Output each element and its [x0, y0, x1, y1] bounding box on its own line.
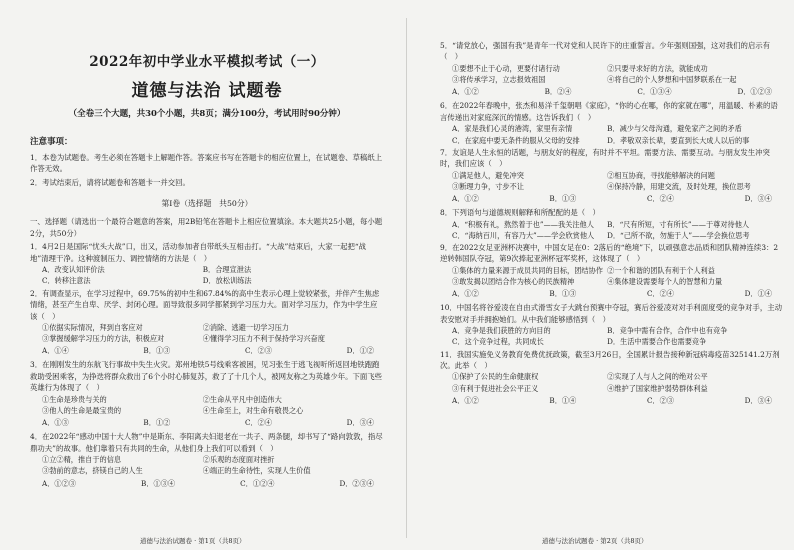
question-stem: 9．在2022女足亚洲杯决赛中，中国女足在0：2落后的“绝境”下，以顽强意志品质和团队精神连续3：2逆转韩国队夺冠，第9次捧起亚洲杯冠军奖杯，这体现了（ ） — [440, 242, 779, 264]
option-item: B．竞争中需有合作，合作中也有竞争 — [607, 326, 728, 336]
answer-choice: A．①② — [452, 87, 479, 97]
question-options — [452, 325, 782, 347]
question-stem: 10．中国名将谷爱凌在自由式滑雪女子大跳台预赛中夺冠，赛后谷爱凌对对手利面度受的竞争对手，主动表安慰对手并拥抱她们。从中我们能够感悟到（ ） — [440, 303, 782, 324]
answer-choice: D．③④ — [744, 193, 772, 203]
question-options — [42, 322, 384, 344]
exam-info: （全卷三个大题，共30个小题，共8页；满分100分，考试用时90分钟） — [68, 109, 346, 119]
answer-choice: A．①② — [452, 395, 479, 405]
option-item: D．放松训练法 — [202, 276, 252, 286]
option-item: C．转移注意法 — [42, 276, 91, 286]
answer-choices — [42, 478, 374, 489]
option-item: ①生命是珍贵与关的 — [42, 394, 107, 404]
option-item: C．“海纳百川，有容乃大”——学会欣赏他人 — [452, 230, 595, 240]
option-item: ①要想不止于心动，更要付诸行动 — [452, 63, 560, 73]
option-item: ①集体的力量来源于成员共同的目标，团结协作 — [452, 265, 603, 275]
question-list — [440, 40, 782, 406]
option-item: ④将自己的个人梦想和中国梦联系在一起 — [607, 75, 737, 85]
answer-choice: A．①④ — [42, 346, 69, 356]
answer-choice: B．①③④ — [141, 478, 176, 488]
question-stem: 11．我国实施免义务教育免费优抚政策，截至3月26日，全国累计报告接种新冠病毒疫苗325141.2万剂次。此举（ ） — [440, 349, 780, 370]
question-options — [452, 371, 782, 393]
question-stem: 6．在2022年春晚中，张杰和易洋千玺朝唱《家庭》，“你的心在哪，你的家就在哪”，用温暖、朴素的语言传递出对家庭深沉的情感。这告诉我们（ ） — [440, 101, 778, 122]
option-item: ①保护了公民的生命健康权 — [452, 372, 539, 382]
question-options — [452, 123, 782, 145]
question-stem: 7．友谊是人生永恒的话题，与朋友好的程度，有时并不平坦。需要方法、需要互动。与朋友发生冲突时，我们应该（ ） — [440, 147, 770, 169]
question-stem: 5．“请党放心，强国有我”是青年一代对党和人民许下的庄重誓言。少年强则国强，这对我们的启示有（ ） — [440, 41, 771, 62]
option-item: A．“积极有礼，熬然着于也”——我关注他人 — [452, 219, 594, 229]
question-stem: 1．4月2日是国际“忧头大战”口，出又，活动参加者自带纸头互相击打。“大战”结束后，大家一起把“战地”清理干净。这种渡制压力、调控情绪的方法是（ ） — [30, 242, 367, 263]
page-divider — [406, 18, 407, 538]
option-item: ①立②精，推自于的信息 — [42, 455, 122, 465]
answer-choice: B．②④ — [544, 87, 572, 97]
answer-choice: A．①②③ — [42, 478, 76, 488]
question-options — [42, 394, 384, 416]
answer-choice: D．③④ — [744, 395, 772, 405]
option-item: ②实现了人与人之间的绝对公平 — [607, 372, 708, 382]
section-heading: 第Ⅰ卷（选择题 共50分） — [161, 199, 253, 209]
answer-choice: B．①③ — [549, 193, 577, 203]
answer-choice: C．①②④ — [240, 478, 275, 488]
notice-item: 1．本卷为试题卷。考生必须在答题卡上解题作答。答案应书写在答题卡的相应位置上，在试题卷、草稿纸上作答无效。 — [30, 153, 383, 174]
answer-choices — [452, 395, 772, 406]
option-item: ③勃前的意志，挤镁自己的人生 — [42, 466, 143, 476]
section-intro: 一、选择题（请选出一个最符合题意的答案，用2B铅笔在答题卡上相应位置填涂。本大题共25小题，每小题2分，共50分） — [30, 217, 383, 238]
option-item: A．竞争是我们获胜的方向目的 — [452, 326, 551, 336]
answer-choice: C．②④ — [646, 193, 674, 203]
option-item: B．“尺有所短，寸有所长”——于尊对待他人 — [607, 219, 750, 229]
question-options — [452, 219, 782, 241]
answer-choice: D．①②③ — [737, 87, 772, 97]
option-item: ②相互协商，寻找能够解决的问题 — [607, 170, 715, 180]
option-item: A．家是我们心灵的港湾，家里有亲情 — [452, 124, 573, 134]
answer-choice: C．①③④ — [637, 87, 672, 97]
option-item: A．改变认知评价法 — [42, 265, 105, 275]
exam-title: 2022年初中学业水平模拟考试（一） — [89, 54, 325, 70]
option-item: ③有利于促进社会公平正义 — [452, 383, 539, 393]
question-options — [452, 63, 782, 85]
answer-choice: D．①④ — [744, 289, 772, 299]
answer-choices — [452, 86, 772, 97]
question-list — [30, 241, 384, 488]
option-item: ②消除、逃避一切学习压力 — [202, 323, 289, 332]
answer-choice: A．①② — [452, 289, 479, 299]
option-item: D．孝敬双亲长辈，要直到长大成人以后的事 — [607, 135, 750, 145]
option-item: D．生活中需要合作也需要竞争 — [607, 337, 707, 347]
option-item: ③掌握缓解学习压力的方法，积极应对 — [42, 334, 165, 344]
option-item: ④集体建设需要每个人的智慧和力量 — [607, 276, 723, 286]
option-item: ④维护了国家维护弱势群体利益 — [607, 383, 708, 393]
answer-choice: C．②④ — [244, 418, 272, 428]
answer-choice: D．③④ — [346, 418, 374, 428]
answer-choice: C．②③ — [244, 346, 272, 356]
page-footer: 道德与法治试题卷 · 第2页（共8页） — [542, 537, 648, 545]
answer-choice: B．①② — [143, 418, 171, 428]
answer-choice: C．②③ — [646, 395, 674, 405]
option-item: ①满足他人，避免冲突 — [452, 170, 524, 180]
option-item: D．“己所不欲，勿施于人”——学会换位思考 — [607, 230, 750, 240]
answer-choice: B．①③ — [143, 346, 171, 356]
answer-choice: D．②③④ — [339, 478, 374, 488]
question-stem: 3．在刚刚发生的东航飞行事故中失生火灾。郑州地铁5号线乘客被困，见习张生于逃飞视听所返回地铁跑跑救助受困乘客，为挣迭将群众救出了6个小时心肺复苏，救了了十几个人，被网友称之为英雄少年。下面飞些英雄行为体现了（ ） — [30, 360, 383, 393]
exam-subtitle: 道德与法治 试题卷 — [131, 81, 283, 101]
answer-choice: B．①④ — [549, 395, 577, 405]
answer-choices — [452, 288, 772, 299]
answer-choices — [42, 345, 374, 356]
question-stem: 8．下列语句与道德规则解释和所配配的是（ ） — [440, 208, 600, 218]
answer-choice: C．②④ — [646, 289, 674, 299]
option-item: ②只要寻求好的方法，就能成功 — [607, 63, 708, 73]
option-item: ②生命从平凡中创造伟大 — [202, 394, 282, 404]
answer-choice: A．①③ — [42, 418, 69, 428]
question-options — [452, 170, 782, 192]
answer-choice: B．①③ — [549, 289, 577, 299]
notice-item: 2．考试结束后，请将试题卷和答题卡一并交回。 — [30, 177, 190, 187]
question-stem: 2．有调查显示，在学习过程中，69.75%的初中生和67.84%的高中生表示心理上觉较紧张，并伴产生焦虑情绪，甚至产生自卑、厌学、封闭心理。面导致很多同学都紧到学习压力大。面对学习压力，作为中学生应该（ ） — [30, 288, 380, 321]
page-footer: 道德与法治试题卷 · 第1页（共8页） — [140, 537, 246, 545]
option-item: C．在家庭中要无条件的服从父母的安排 — [452, 135, 580, 145]
option-item: ④端正的生命待性，实现人生价值 — [202, 466, 311, 476]
question-stem: 4．在2022年“感动中国十大人物”中是斯东、李阳离夫妇退老在一共子、两条腿，却书写了“路向敦敦，指尽鼎功夫”的故事。他们靠着只有共同的生命，从他们身上我们可以看到（ ） — [30, 432, 383, 453]
option-item: B．合理宣泄法 — [202, 265, 252, 275]
answer-choices — [42, 417, 374, 428]
option-item: ④保持冷静，用建交流，及时处理，换位思考 — [607, 181, 751, 191]
option-item: ③断理力争，寸步不让 — [452, 181, 524, 191]
question-options — [452, 265, 782, 287]
answer-choices — [452, 193, 772, 204]
answer-choice: D．①② — [346, 346, 374, 356]
option-item: ③敢发揭以团结合作为核心的民族精神 — [452, 276, 575, 286]
option-item: C．这个竞争过程，共同成长 — [452, 337, 544, 347]
question-options — [42, 454, 384, 476]
option-item: ①依据实际情况，拜到自客应对 — [42, 323, 143, 332]
option-item: ③他人的生命是最宝贵的 — [42, 406, 122, 416]
page-2 — [412, 0, 794, 550]
option-item: ②一个和谐的团队有利于个人利益 — [607, 265, 715, 275]
question-options — [42, 264, 384, 286]
option-item: B．减少与父母沟通，避免家产之间的矛盾 — [607, 124, 742, 134]
notice-title: 注意事项： — [30, 137, 73, 147]
option-item: ④懂得学习压力不利于保持学习兴奋度 — [202, 334, 325, 344]
answer-choice: A．①② — [452, 193, 479, 203]
option-item: ②乐观的态度面对挫折 — [202, 455, 275, 465]
option-item: ④生命至上，对生命有敬畏之心 — [202, 406, 304, 416]
option-item: ③将传承学习，立志报效祖国 — [452, 75, 546, 85]
